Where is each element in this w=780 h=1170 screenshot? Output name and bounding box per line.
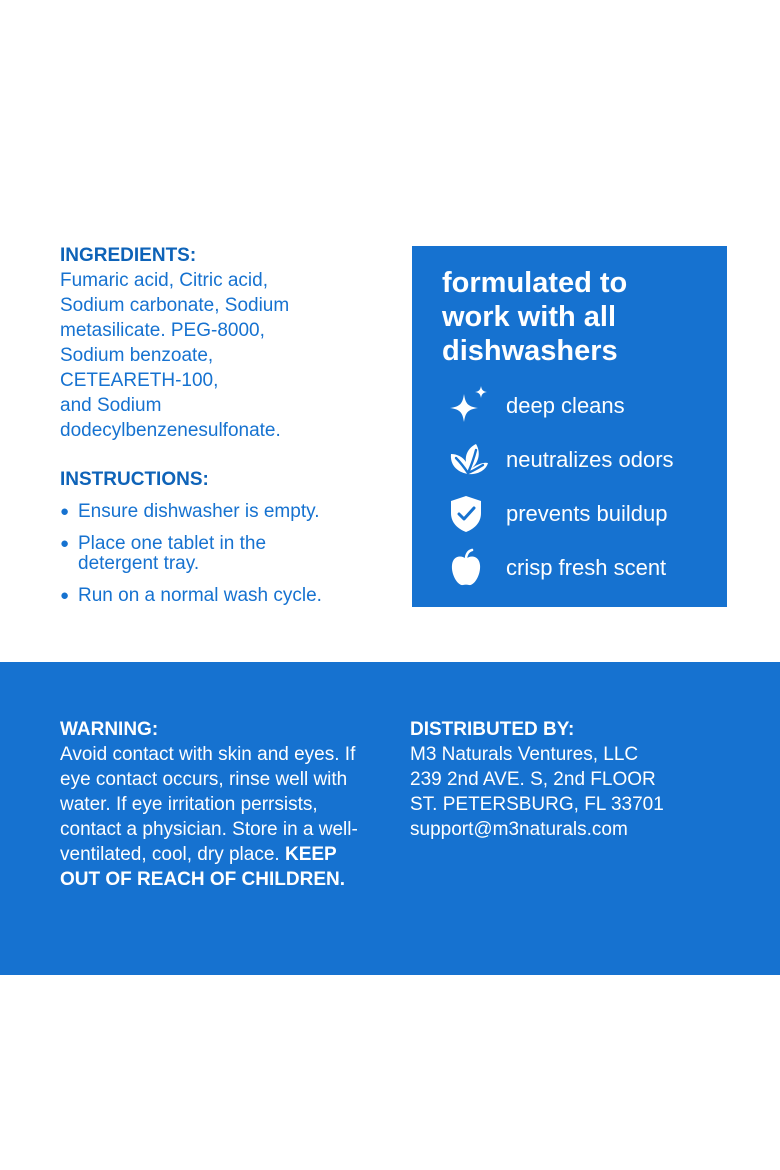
leaf-icon — [442, 442, 492, 478]
list-item — [60, 534, 390, 574]
warning-bold-text: KEEP OUT OF REACH OF CHILDREN. — [60, 844, 345, 890]
bullet-icon: ● — [60, 535, 70, 552]
distributor-address: M3 Naturals Ventures, LLC 239 2nd AVE. S, 2nd FLOOR ST. PETERSBURG, FL 33701 support@m3naturals.com — [410, 744, 664, 840]
shield-check-icon — [442, 494, 492, 534]
distributed-by-section — [410, 717, 740, 842]
feature-list — [442, 386, 727, 588]
instruction-text: Run on a normal wash cycle. — [78, 585, 322, 606]
instructions-list — [60, 502, 390, 606]
info-band — [0, 662, 780, 975]
warning-text-block — [60, 742, 370, 892]
instruction-text: Place one tablet in the detergent tray. — [78, 533, 267, 574]
bullet-icon: ● — [60, 587, 70, 604]
feature-box-title: formulated to work with all dishwashers — [442, 267, 628, 367]
feature-label: neutralizes odors — [506, 447, 674, 472]
ingredients-section — [60, 243, 380, 443]
feature-crisp-fresh-scent — [442, 548, 727, 588]
sparkle-icon — [442, 384, 492, 428]
instructions-section — [60, 467, 390, 618]
warning-heading: WARNING: — [60, 719, 159, 740]
feature-deep-cleans — [442, 386, 727, 426]
ingredients-text: Fumaric acid, Citric acid, Sodium carbonate, Sodium metasilicate. PEG-8000, Sodium benzoate, CETEARETH-100, and Sodium dodecylbenzenesulfonate. — [60, 270, 290, 441]
ingredients-heading: INGREDIENTS: — [60, 245, 197, 266]
warning-text: Avoid contact with skin and eyes. If eye contact occurs, rinse well with water. If eye irritation perrsists, contact a physician. Store in a well-ventilated, cool, dry place. — [60, 744, 358, 865]
bullet-icon: ● — [60, 503, 70, 520]
feature-neutralizes-odors — [442, 440, 727, 480]
list-item — [60, 586, 390, 606]
distributed-by-heading: DISTRIBUTED BY: — [410, 719, 575, 740]
list-item — [60, 502, 390, 522]
feature-prevents-buildup — [442, 494, 727, 534]
feature-box — [412, 246, 727, 607]
warning-section — [60, 717, 370, 892]
instructions-heading: INSTRUCTIONS: — [60, 469, 209, 490]
feature-label: deep cleans — [506, 393, 625, 418]
apple-icon — [442, 548, 492, 588]
feature-label: prevents buildup — [506, 501, 668, 526]
instruction-text: Ensure dishwasher is empty. — [78, 501, 320, 522]
feature-label: crisp fresh scent — [506, 555, 667, 580]
